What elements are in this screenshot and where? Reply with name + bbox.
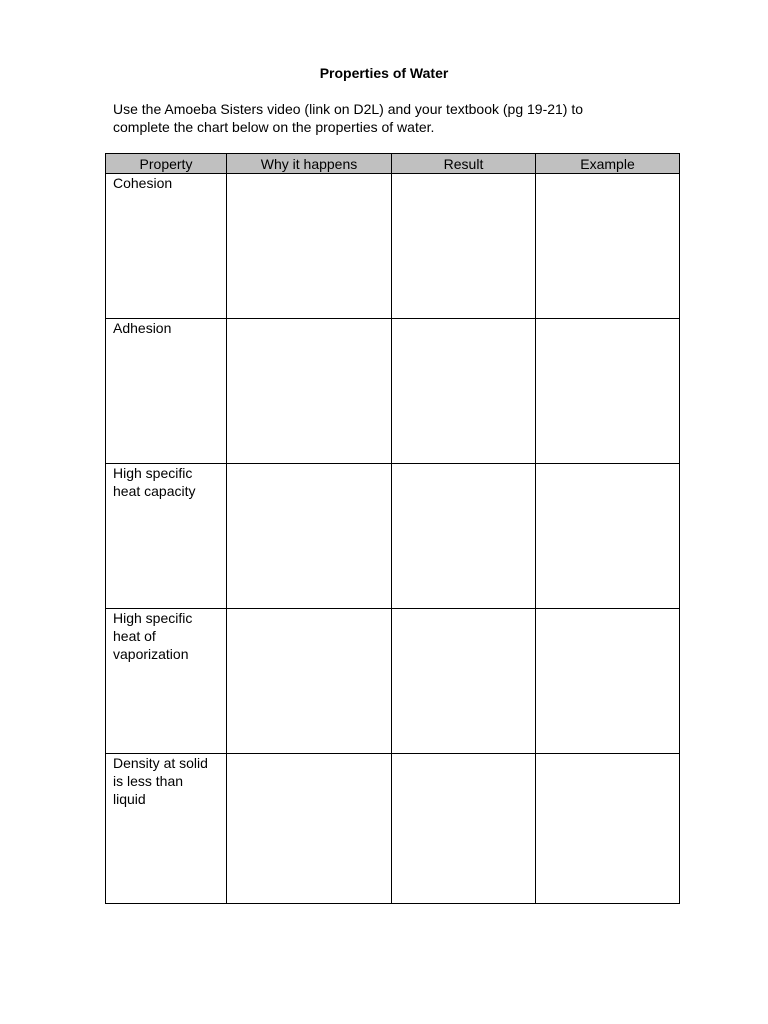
- header-result: Result: [392, 154, 536, 174]
- example-cell[interactable]: [536, 174, 680, 319]
- result-cell[interactable]: [392, 464, 536, 609]
- property-label-line: Cohesion: [113, 175, 173, 191]
- example-cell[interactable]: [536, 754, 680, 904]
- example-cell[interactable]: [536, 319, 680, 464]
- properties-table: [105, 153, 680, 904]
- property-label-line: liquid: [113, 791, 146, 807]
- result-cell[interactable]: [392, 319, 536, 464]
- table-row: [106, 464, 680, 609]
- why-cell[interactable]: [227, 464, 392, 609]
- property-label-line: High specific: [113, 465, 193, 481]
- why-cell[interactable]: [227, 754, 392, 904]
- property-cell: [106, 609, 227, 754]
- table-row: [106, 319, 680, 464]
- property-label-line: High specific: [113, 610, 193, 626]
- property-label-line: heat capacity: [113, 483, 196, 499]
- example-cell[interactable]: [536, 609, 680, 754]
- property-cell: [106, 754, 227, 904]
- property-cell: [106, 464, 227, 609]
- table-row: [106, 754, 680, 904]
- property-cell: [106, 319, 227, 464]
- property-label-line: heat of: [113, 628, 156, 644]
- why-cell[interactable]: [227, 609, 392, 754]
- why-cell[interactable]: [227, 174, 392, 319]
- result-cell[interactable]: [392, 609, 536, 754]
- why-cell[interactable]: [227, 319, 392, 464]
- property-label-line: vaporization: [113, 646, 189, 662]
- instructions-line: complete the chart below on the properties of water.: [113, 119, 435, 135]
- property-label-line: Adhesion: [113, 320, 172, 336]
- instructions-line: Use the Amoeba Sisters video (link on D2L) and your textbook (pg 19-21) to: [113, 101, 584, 117]
- table-header-row: [106, 154, 680, 174]
- property-cell: [106, 174, 227, 319]
- result-cell[interactable]: [392, 754, 536, 904]
- header-property: Property: [106, 154, 227, 174]
- table-row: [106, 174, 680, 319]
- table-row: [106, 609, 680, 754]
- header-why-it-happens: Why it happens: [227, 154, 392, 174]
- property-label-line: is less than: [113, 773, 184, 789]
- header-example: Example: [536, 154, 680, 174]
- instructions-paragraph: [113, 100, 673, 136]
- result-cell[interactable]: [392, 174, 536, 319]
- example-cell[interactable]: [536, 464, 680, 609]
- page-title: Properties of Water: [319, 65, 449, 81]
- property-label-line: Density at solid: [113, 755, 208, 771]
